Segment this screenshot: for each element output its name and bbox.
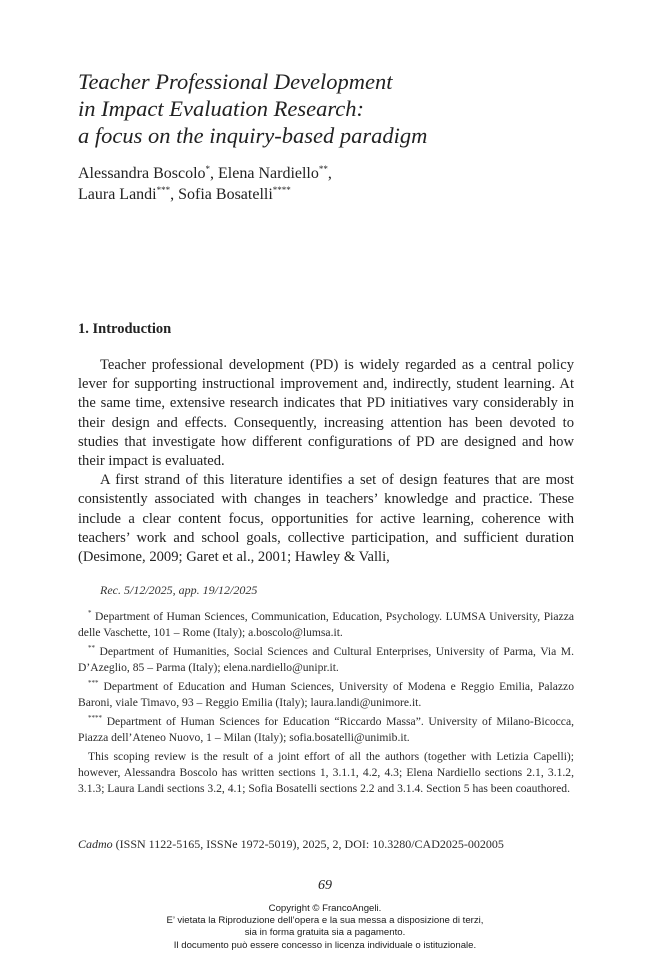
copyright-line: E’ vietata la Riproduzione dell’opera e la sua messa a disposizione di terzi, xyxy=(166,915,484,927)
body-paragraph: Teacher professional development (PD) is widely regarded as a central policy lever for supporting instructional improvement and, indirectly, student learning. At the same time, extensive research indicates that PD initiatives vary considerably in their design and effects. Consequently, increasing attention has been devoted to studies that investigate how different configurations of PD are designed and how their impact is evaluated. xyxy=(78,357,574,470)
author-separator: , xyxy=(170,186,179,203)
footnote-text: Department of Human Sciences for Education “Riccardo Massa”. University of Milano-Bicocca, Piazza dell’Ateneo Nuovo, 1 – Milan (Italy); sofia.bosatelli@unimib.it. xyxy=(78,715,574,744)
author-name: Alessandra Boscolo xyxy=(78,165,206,182)
author-affiliation-mark: ** xyxy=(318,164,328,174)
page-number: 69 xyxy=(318,878,332,893)
body-text xyxy=(78,356,574,567)
journal-name: Cadmo xyxy=(78,837,113,851)
copyright-line: Copyright © FrancoAngeli. xyxy=(268,903,382,914)
footnote-mark: * xyxy=(88,609,92,617)
journal-details: (ISSN 1122-5165, ISSNe 1972-5019), 2025, 2, DOI: 10.3280/CAD2025-002005 xyxy=(112,837,504,851)
author-line xyxy=(78,163,578,184)
author-affiliation-mark: * xyxy=(205,164,211,174)
footnote-mark: **** xyxy=(88,714,102,722)
title-line: a focus on the inquiry-based paradigm xyxy=(78,123,428,148)
footnote xyxy=(78,644,574,676)
footnote-text: Department of Human Sciences, Communication, Education, Psychology. LUMSA University, Piazza delle Vaschette, 101 – Rome (Italy); a.boscolo@lumsa.it. xyxy=(78,610,574,639)
body-paragraph: A first strand of this literature identifies a set of design features that are most consistently associated with changes in teachers’ knowledge and practice. These include a clear content focus, opportunities for active learning, coherence with teachers’ work and school goals, collective participation, and sufficient duration (Desimone, 2009; Garet et al., 2001; Hawley & Valli, xyxy=(78,472,574,566)
copyright-notice xyxy=(0,903,650,952)
footnote-mark: *** xyxy=(88,679,99,687)
author-line xyxy=(78,184,578,205)
author-affiliation-mark: **** xyxy=(272,185,291,195)
copyright-line: Il documento può essere concesso in licenza individuale o istituzionale. xyxy=(173,939,477,951)
footnote-text: Department of Humanities, Social Sciences and Cultural Enterprises, University of Parma, Via M. D’Azeglio, 85 – Parma (Italy); elena.nardiello@unipr.it. xyxy=(78,645,574,674)
author-list xyxy=(78,163,578,205)
footnote-mark: ** xyxy=(88,644,95,652)
footnote-text: Department of Education and Human Sciences, University of Modena e Reggio Emilia, Palazzo Baroni, viale Timavo, 93 – Reggio Emilia (Italy); laura.landi@unimore.it. xyxy=(78,680,574,709)
author-separator: , xyxy=(327,165,332,182)
footnote xyxy=(78,679,574,711)
author-separator: , xyxy=(210,165,219,182)
footnote xyxy=(78,749,574,797)
title-line: in Impact Evaluation Research: xyxy=(78,96,364,121)
footnote xyxy=(78,609,574,641)
author-name: Elena Nardiello xyxy=(218,165,319,182)
author-name: Sofia Bosatelli xyxy=(178,186,273,203)
title-line: Teacher Professional Development xyxy=(78,69,393,94)
author-affiliation-mark: *** xyxy=(156,185,171,195)
footnote xyxy=(78,714,574,746)
article-title xyxy=(78,68,578,149)
journal-citation xyxy=(78,836,504,852)
footnotes xyxy=(78,609,574,800)
section-heading: 1. Introduction xyxy=(78,321,172,337)
author-name: Laura Landi xyxy=(78,186,157,203)
received-accepted-dates: Rec. 5/12/2025, app. 19/12/2025 xyxy=(100,583,258,597)
copyright-line: sia in forma gratuita sia a pagamento. xyxy=(244,927,406,939)
footnote-text: This scoping review is the result of a joint effort of all the authors (together with Letizia Capelli); however, Alessandra Boscolo has written sections 1, 3.1.1, 4.2, 4.3; Elena Nardiello sections 2.1, 3.1.2, 3.1.3; Laura Landi sections 3.2, 4.1; Sofia Bosatelli sections 2.2 and 3.1.4. Section 5 has been coauthored. xyxy=(78,750,574,795)
